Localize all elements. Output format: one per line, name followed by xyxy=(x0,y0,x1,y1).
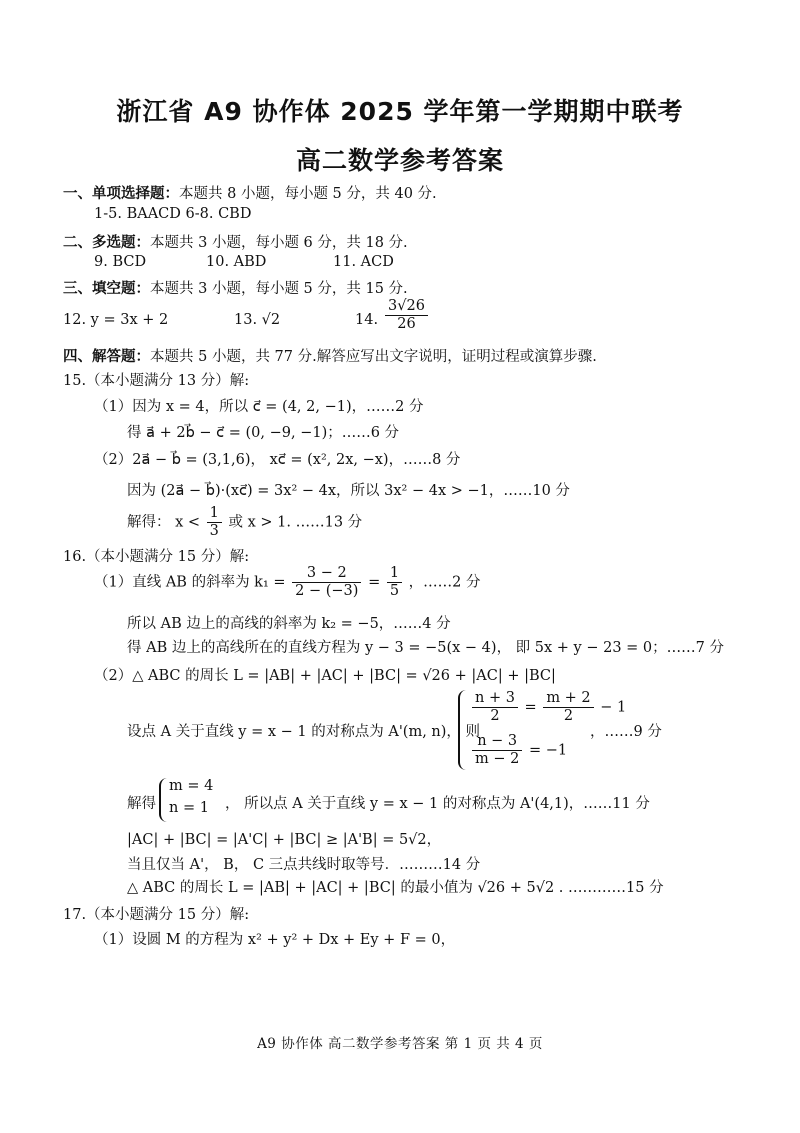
q16-slope-den: 2 − (−3) xyxy=(295,583,359,599)
answer-9: 9. BCD xyxy=(94,254,147,270)
section-4-desc: 本题共 5 小题，共 77 分.解答应写出文字说明，证明过程或演算步骤. xyxy=(150,349,597,365)
answer-14-denominator: 26 xyxy=(397,316,416,332)
section-2-desc: 本题共 3 小题，每小题 6 分，共 18 分. xyxy=(150,235,408,251)
q16-line-1-eq: = xyxy=(368,574,381,591)
answer-14-fraction xyxy=(383,298,430,333)
q15-line-5 xyxy=(127,505,362,540)
answer-12: 12. y = 3x + 2 xyxy=(63,312,169,328)
q15-fraction-den: 3 xyxy=(209,523,219,539)
q17-heading: 17.（本小题满分 15 分）解: xyxy=(63,907,250,923)
q15-line-3: （2）2a⃗ − b⃗ = (3,1,6)， xc⃗ = (x², 2x, −x)，……8 分 xyxy=(94,452,461,468)
sys2-tail: = −1 xyxy=(528,742,568,759)
q16-system-eq-2 xyxy=(470,733,567,768)
q15-fraction-num: 1 xyxy=(207,505,222,523)
answer-13: 13. √2 xyxy=(234,312,281,328)
q16-line-4: （2）△ ABC 的周长 L = |AB| + |AC| + |BC| = √26 + |AC| + |BC| xyxy=(94,668,556,684)
document-subtitle: 高二数学参考答案 xyxy=(295,146,504,175)
q16-slope-num: 3 − 2 xyxy=(292,565,361,583)
sys1-eq: = xyxy=(524,699,537,716)
q16-line-8: 当且仅当 A'， B， C 三点共线时取等号．………14 分 xyxy=(127,857,481,873)
sys1-b-num: m + 2 xyxy=(543,690,593,708)
q16-line-1-post: ，……2 分 xyxy=(408,574,481,591)
answer-14-label: 14. xyxy=(355,312,379,328)
section-3-line xyxy=(63,277,408,298)
q15-line-5-post: 或 x > 1. ……13 分 xyxy=(228,514,363,531)
section-2-heading: 二、多选题： xyxy=(63,234,150,251)
section-4-line xyxy=(63,345,597,366)
section-4-heading: 四、解答题： xyxy=(63,348,150,365)
section-1-line xyxy=(63,182,437,203)
q15-line-1: （1）因为 x = 4，所以 c⃗ = (4, 2, −1)，……2 分 xyxy=(94,399,424,415)
q16-heading: 16.（本小题满分 15 分）解: xyxy=(63,549,250,565)
page-footer: A9 协作体 高二数学参考答案 第 1 页 共 4 页 xyxy=(257,1036,543,1052)
q16-line-2: 所以 AB 边上的高线的斜率为 k₂ = −5，……4 分 xyxy=(127,616,451,632)
q16-line-1 xyxy=(94,565,481,600)
section-3-heading: 三、填空题： xyxy=(63,280,150,297)
sys2-den: m − 2 xyxy=(475,751,520,767)
q17-line-1: （1）设圆 M 的方程为 x² + y² + Dx + Ey + F = 0， xyxy=(94,932,456,948)
q16-line-7: |AC| + |BC| = |A'C| + |BC| ≥ |A'B| = 5√2， xyxy=(127,832,442,848)
section-2-line xyxy=(63,231,408,252)
q16-solution-n: n = 1 xyxy=(169,800,209,816)
q16-line-3: 得 AB 边上的高线所在的直线方程为 y − 3 = −5(x − 4)， 即 5x + y − 23 = 0；……7 分 xyxy=(127,640,724,656)
section-3-desc: 本题共 3 小题，每小题 5 分，共 15 分. xyxy=(150,281,408,297)
q16-line-6-pre: 解得 xyxy=(127,796,156,812)
q15-line-4: 因为 (2a⃗ − b⃗)·(xc⃗) = 3x² − 4x，所以 3x² − 4x > −1，……10 分 xyxy=(127,483,570,499)
answer-10: 10. ABD xyxy=(206,254,267,270)
section-1-desc: 本题共 8 小题，每小题 5 分，共 40 分. xyxy=(179,186,437,202)
q16-solution-brace xyxy=(159,778,167,822)
sys1-a-num: n + 3 xyxy=(472,690,518,708)
q16-line-1-pre: （1）直线 AB 的斜率为 k₁ = xyxy=(94,574,286,591)
answer-11: 11. ACD xyxy=(333,254,394,270)
section-1-heading: 一、单项选择题： xyxy=(63,185,179,202)
sys1-b-den: 2 xyxy=(563,708,574,724)
q15-line-5-pre: 解得： x < xyxy=(127,514,201,531)
q16-line-9: △ ABC 的周长 L = |AB| + |AC| + |BC| 的最小值为 √26 + 5√2 . …………15 分 xyxy=(127,880,664,896)
q16-solution-m: m = 4 xyxy=(169,778,214,794)
q15-line-2: 得 a⃗ + 2b⃗ − c⃗ = (0, −9, −1)；……6 分 xyxy=(127,425,400,441)
q15-heading: 15.（本小题满分 13 分）解: xyxy=(63,373,250,389)
answer-14-numerator: 3√26 xyxy=(385,298,428,316)
q16-line-6-post: ， 所以点 A 关于直线 y = x − 1 的对称点为 A'(4,1)，……11 分 xyxy=(225,796,650,812)
q16-line-5-pre: 设点 A 关于直线 y = x − 1 的对称点为 A'(m, n)， 则 xyxy=(127,724,481,740)
q16-slope-num-2: 1 xyxy=(387,565,402,583)
document-title: 浙江省 A9 协作体 2025 学年第一学期期中联考 xyxy=(116,97,684,126)
sys1-tail: − 1 xyxy=(600,699,627,716)
sys2-num: n − 3 xyxy=(472,733,522,751)
q16-line-5-post: ，……9 分 xyxy=(590,724,662,740)
section-1-answers: 1-5. BAACD 6-8. CBD xyxy=(94,206,252,222)
q16-slope-den-2: 5 xyxy=(389,583,400,599)
sys1-a-den: 2 xyxy=(490,708,500,724)
q16-system-brace xyxy=(458,690,468,770)
